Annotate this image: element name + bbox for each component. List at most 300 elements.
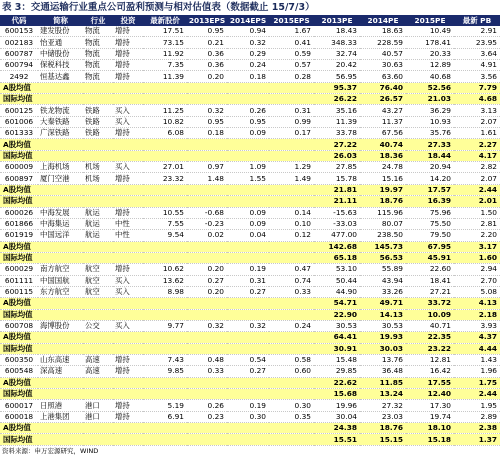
metric-value: 1.61: [480, 128, 497, 138]
average-label: 国际均值: [0, 150, 314, 161]
average-value: 76.40: [360, 82, 406, 93]
average-value: 18.36: [360, 150, 406, 161]
metric-value: 0.31: [294, 105, 311, 115]
metric-value: 7.55: [167, 219, 184, 229]
metric-value: 0.04: [249, 230, 266, 240]
rating: 增持: [115, 400, 130, 410]
metric-value: 27.01: [162, 162, 184, 172]
column-header: 最新股价: [143, 15, 187, 26]
metric-value: 0.21: [207, 37, 224, 47]
industry: 航空: [85, 264, 100, 274]
rating: 买入: [115, 105, 130, 115]
metric-value: 10.55: [162, 207, 184, 217]
metric-value: 18.43: [335, 26, 357, 36]
average-value: 2.18: [454, 309, 500, 320]
metric-value: 2.20: [480, 230, 497, 240]
table-body: [0, 26, 500, 445]
rating: 买入: [115, 275, 130, 285]
metric-value: 13.62: [162, 275, 184, 285]
metric-value: 17.30: [429, 400, 451, 410]
table-row: [0, 105, 500, 116]
metric-value: 3.64: [480, 48, 497, 58]
stock-code: 601919: [4, 230, 34, 240]
metric-value: 11.39: [335, 116, 357, 126]
average-value: 145.73: [360, 241, 406, 252]
stock-code: 601333: [4, 128, 34, 138]
column-header: 简称: [38, 15, 83, 26]
table-header-row: [0, 15, 500, 26]
metric-value: 10.82: [162, 116, 184, 126]
industry: 物流: [85, 60, 100, 70]
average-value: 15.51: [314, 434, 360, 445]
metric-value: 3.56: [480, 71, 497, 81]
metric-value: 30.53: [381, 321, 403, 331]
metric-value: -0.68: [204, 207, 224, 217]
metric-value: 1.48: [207, 173, 224, 183]
average-value: 23.22: [406, 343, 454, 354]
metric-value: 1.29: [294, 162, 311, 172]
average-value: 45.91: [406, 252, 454, 263]
stock-name: 南方航空: [40, 264, 70, 274]
average-value: 4.17: [454, 150, 500, 161]
metric-value: 0.28: [294, 71, 311, 81]
average-value: 26.22: [314, 94, 360, 105]
industry: 高速: [85, 355, 100, 365]
average-value: 19.93: [360, 332, 406, 343]
industry: 航运: [85, 219, 100, 229]
column-header: 行业: [83, 15, 113, 26]
stock-name: 东方航空: [40, 287, 70, 297]
average-value: 17.57: [406, 184, 454, 195]
metric-value: 27.32: [381, 400, 403, 410]
industry: 物流: [85, 71, 100, 81]
metric-value: 16.42: [429, 366, 451, 376]
rating: 增持: [115, 411, 130, 421]
average-row: [0, 196, 500, 207]
stock-code: 600029: [4, 264, 34, 274]
stock-code: 600009: [4, 162, 34, 172]
metric-value: 0.09: [249, 219, 266, 229]
rating: 增持: [115, 48, 130, 58]
rating: 买入: [115, 116, 130, 126]
metric-value: 0.31: [249, 275, 266, 285]
metric-value: 13.76: [381, 355, 403, 365]
metric-value: 55.89: [381, 264, 403, 274]
industry: 铁路: [85, 116, 100, 126]
table-row: [0, 275, 500, 286]
metric-value: 9.77: [167, 321, 184, 331]
metric-value: 15.78: [335, 173, 357, 183]
metric-value: 0.32: [207, 105, 224, 115]
stock-code: 601866: [4, 219, 34, 229]
stock-name: 中储股份: [40, 48, 70, 58]
metric-value: 0.19: [249, 400, 266, 410]
average-value: 49.71: [360, 298, 406, 309]
average-value: 54.71: [314, 298, 360, 309]
metric-value: 43.94: [381, 275, 403, 285]
metric-value: 0.02: [207, 230, 224, 240]
average-value: 17.55: [406, 377, 454, 388]
average-value: 4.68: [454, 94, 500, 105]
metric-value: 15.16: [381, 173, 403, 183]
metric-value: 75.50: [429, 219, 451, 229]
stock-code: 600794: [4, 60, 34, 70]
metric-value: 8.98: [167, 287, 184, 297]
metric-value: 0.41: [294, 37, 311, 47]
average-row: [0, 241, 500, 252]
metric-value: 0.09: [249, 128, 266, 138]
average-value: 3.17: [454, 241, 500, 252]
average-row: [0, 332, 500, 343]
rating: 增持: [115, 355, 130, 365]
metric-value: 115.96: [377, 207, 403, 217]
average-value: 1.37: [454, 434, 500, 445]
metric-value: 0.17: [294, 128, 311, 138]
stock-name: 中国国航: [40, 275, 70, 285]
average-value: 67.95: [406, 241, 454, 252]
metric-value: 0.30: [294, 400, 311, 410]
average-value: 26.03: [314, 150, 360, 161]
stock-code: 600708: [4, 321, 34, 331]
table-row: [0, 354, 500, 365]
average-value: 26.57: [360, 94, 406, 105]
metric-value: 1.55: [249, 173, 266, 183]
average-label: A股均值: [0, 241, 314, 252]
rating: 增持: [115, 26, 130, 36]
average-value: 22.35: [406, 332, 454, 343]
stock-name: 海博股份: [40, 321, 70, 331]
stock-name: 山东高速: [40, 355, 70, 365]
metric-value: 477.00: [331, 230, 357, 240]
stock-name: 广深铁路: [40, 128, 70, 138]
metric-value: 30.04: [335, 411, 357, 421]
average-value: 65.18: [314, 252, 360, 263]
metric-value: 1.50: [480, 207, 497, 217]
average-row: [0, 298, 500, 309]
metric-value: 79.50: [429, 230, 451, 240]
stock-code: 600787: [4, 48, 34, 58]
metric-value: 0.19: [249, 264, 266, 274]
table-title: 表 3：交通运输行业重点公司盈利预测与相对估值表（数据截止 15/7/3）: [2, 2, 315, 13]
metric-value: 10.93: [429, 116, 451, 126]
metric-value: 43.27: [381, 105, 403, 115]
average-value: 1.75: [454, 377, 500, 388]
metric-value: -15.63: [333, 207, 357, 217]
stock-code: 600897: [4, 173, 34, 183]
metric-value: 0.36: [207, 60, 224, 70]
average-row: [0, 184, 500, 195]
stock-name: 怡亚通: [40, 37, 63, 47]
stock-code: 600026: [4, 207, 34, 217]
metric-value: 9.54: [167, 230, 184, 240]
stock-name: 日照港: [40, 400, 63, 410]
table-row: [0, 173, 500, 184]
metric-value: 15.48: [335, 355, 357, 365]
average-row: [0, 94, 500, 105]
metric-value: 0.95: [207, 116, 224, 126]
average-row: [0, 389, 500, 400]
metric-value: 40.68: [429, 71, 451, 81]
metric-value: 36.48: [381, 366, 403, 376]
metric-value: 0.35: [294, 411, 311, 421]
average-row: [0, 252, 500, 263]
average-label: A股均值: [0, 332, 314, 343]
metric-value: 0.32: [207, 321, 224, 331]
average-value: 27.33: [406, 139, 454, 150]
metric-value: 0.24: [294, 321, 311, 331]
metric-value: 63.60: [381, 71, 403, 81]
metric-value: 7.35: [167, 60, 184, 70]
metric-value: 0.27: [207, 275, 224, 285]
average-value: 11.85: [360, 377, 406, 388]
metric-value: 80.07: [381, 219, 403, 229]
metric-value: 0.10: [294, 219, 311, 229]
metric-value: 18.63: [381, 26, 403, 36]
metric-value: 53.10: [335, 264, 357, 274]
metric-value: 19.96: [335, 400, 357, 410]
average-value: 64.41: [314, 332, 360, 343]
table-row: [0, 71, 500, 82]
table-row: [0, 128, 500, 139]
metric-value: -33.03: [333, 219, 357, 229]
metric-value: 27.21: [429, 287, 451, 297]
industry: 航运: [85, 230, 100, 240]
metric-value: 44.90: [335, 287, 357, 297]
metric-value: 0.48: [207, 355, 224, 365]
metric-value: 75.96: [429, 207, 451, 217]
metric-value: 9.85: [167, 366, 184, 376]
average-label: A股均值: [0, 82, 314, 93]
industry: 港口: [85, 400, 100, 410]
table-row: [0, 230, 500, 241]
column-header: 代码: [0, 15, 38, 26]
metric-value: 2.89: [480, 411, 497, 421]
metric-value: 0.20: [207, 71, 224, 81]
stock-name: 厦门空港: [40, 173, 70, 183]
metric-value: 27.85: [335, 162, 357, 172]
stock-code: 601006: [4, 116, 34, 126]
industry: 航空: [85, 275, 100, 285]
table-row: [0, 116, 500, 127]
industry: 机场: [85, 173, 100, 183]
rating: 买入: [115, 162, 130, 172]
metric-value: 1.95: [480, 400, 497, 410]
table-row: [0, 400, 500, 411]
metric-value: 1.43: [480, 355, 497, 365]
table-row: [0, 320, 500, 331]
average-row: [0, 139, 500, 150]
industry: 物流: [85, 26, 100, 36]
metric-value: 6.08: [167, 128, 184, 138]
metric-value: 2.07: [480, 116, 497, 126]
metric-value: 0.26: [249, 105, 266, 115]
rating: 买入: [115, 287, 130, 297]
stock-code: 601111: [4, 275, 34, 285]
metric-value: 29.85: [335, 366, 357, 376]
average-value: 2.27: [454, 139, 500, 150]
metric-value: 23.32: [162, 173, 184, 183]
rating: 增持: [115, 173, 130, 183]
metric-value: 3.13: [480, 105, 497, 115]
rating: 增持: [115, 366, 130, 376]
metric-value: 22.60: [429, 264, 451, 274]
metric-value: 67.56: [381, 128, 403, 138]
metric-value: 0.14: [294, 207, 311, 217]
metric-value: 30.63: [381, 60, 403, 70]
average-value: 24.38: [314, 423, 360, 434]
average-value: 4.13: [454, 298, 500, 309]
stock-code: 2492: [9, 71, 29, 81]
average-label: 国际均值: [0, 434, 314, 445]
stock-code: 600125: [4, 105, 34, 115]
column-header: 2014PE: [360, 15, 406, 26]
metric-value: 0.12: [294, 230, 311, 240]
average-value: 2.44: [454, 184, 500, 195]
rating: 增持: [115, 71, 130, 81]
stock-code: 600018: [4, 411, 34, 421]
metric-value: 5.08: [480, 287, 497, 297]
stock-code: 600153: [4, 26, 34, 36]
average-value: 22.62: [314, 377, 360, 388]
metric-value: 11.25: [162, 105, 184, 115]
metric-value: 7.43: [167, 355, 184, 365]
metric-value: 20.33: [429, 48, 451, 58]
rating: 增持: [115, 128, 130, 138]
metric-value: 10.62: [162, 264, 184, 274]
metric-value: 23.03: [381, 411, 403, 421]
average-value: 14.13: [360, 309, 406, 320]
metric-value: 33.26: [381, 287, 403, 297]
metric-value: 12.81: [429, 355, 451, 365]
average-label: 国际均值: [0, 343, 314, 354]
table-row: [0, 37, 500, 48]
average-label: 国际均值: [0, 389, 314, 400]
metric-value: 178.41: [425, 37, 451, 47]
rating: 增持: [115, 207, 130, 217]
average-value: 15.15: [360, 434, 406, 445]
metric-value: 1.09: [249, 162, 266, 172]
metric-value: 0.27: [249, 366, 266, 376]
metric-value: 0.30: [249, 411, 266, 421]
metric-value: 19.74: [429, 411, 451, 421]
table-row: [0, 366, 500, 377]
metric-value: 0.59: [294, 48, 311, 58]
industry: 港口: [85, 411, 100, 421]
metric-value: 56.95: [335, 71, 357, 81]
metric-value: 0.57: [294, 60, 311, 70]
metric-value: 228.59: [377, 37, 403, 47]
average-value: 27.22: [314, 139, 360, 150]
stock-name: 上港集团: [40, 411, 70, 421]
rating: 增持: [115, 37, 130, 47]
average-value: 15.18: [406, 434, 454, 445]
stock-name: 中海发展: [40, 207, 70, 217]
metric-value: 2.07: [480, 173, 497, 183]
metric-value: 32.74: [335, 48, 357, 58]
industry: 机场: [85, 162, 100, 172]
stock-code: 600350: [4, 355, 34, 365]
metric-value: 0.33: [294, 287, 311, 297]
table-row: [0, 48, 500, 59]
average-value: 52.56: [406, 82, 454, 93]
metric-value: 35.76: [429, 128, 451, 138]
source-note: 资料来源：申万宏源研究，WIND: [2, 447, 99, 455]
industry: 物流: [85, 37, 100, 47]
stock-name: 中海集运: [40, 219, 70, 229]
stock-name: 中国远洋: [40, 230, 70, 240]
industry: 铁路: [85, 128, 100, 138]
average-row: [0, 343, 500, 354]
metric-value: 40.71: [429, 321, 451, 331]
average-label: A股均值: [0, 184, 314, 195]
average-value: 30.91: [314, 343, 360, 354]
metric-value: 2.70: [480, 275, 497, 285]
metric-value: 0.95: [249, 116, 266, 126]
average-row: [0, 150, 500, 161]
metric-value: 0.58: [294, 355, 311, 365]
average-label: 国际均值: [0, 94, 314, 105]
industry: 航运: [85, 207, 100, 217]
metric-value: -0.23: [204, 219, 224, 229]
industry: 公交: [85, 321, 100, 331]
metric-value: 2.91: [480, 26, 497, 36]
metric-value: 12.89: [429, 60, 451, 70]
industry: 高速: [85, 366, 100, 376]
average-value: 15.68: [314, 389, 360, 400]
metric-value: 11.37: [381, 116, 403, 126]
metric-value: 23.95: [475, 37, 497, 47]
average-value: 21.81: [314, 184, 360, 195]
table-row: [0, 162, 500, 173]
rating: 中性: [115, 219, 130, 229]
column-header: 2015PE: [406, 15, 454, 26]
metric-value: 40.57: [381, 48, 403, 58]
average-label: A股均值: [0, 423, 314, 434]
average-value: 19.97: [360, 184, 406, 195]
average-value: 2.38: [454, 423, 500, 434]
valuation-table: [0, 15, 500, 446]
average-value: 30.03: [360, 343, 406, 354]
average-value: 18.76: [360, 196, 406, 207]
metric-value: 0.09: [249, 207, 266, 217]
average-value: 12.40: [406, 389, 454, 400]
stock-name: 建发股份: [40, 26, 70, 36]
average-value: 4.37: [454, 332, 500, 343]
metric-value: 0.18: [207, 128, 224, 138]
metric-value: 0.20: [207, 264, 224, 274]
average-value: 16.39: [406, 196, 454, 207]
stock-name: 铁龙物流: [40, 105, 70, 115]
average-value: 18.44: [406, 150, 454, 161]
column-header: 2013EPS: [188, 15, 226, 25]
metric-value: 0.29: [249, 48, 266, 58]
table-row: [0, 26, 500, 37]
stock-name: 大秦铁路: [40, 116, 70, 126]
metric-value: 0.23: [207, 411, 224, 421]
metric-value: 0.97: [207, 162, 224, 172]
metric-value: 0.20: [207, 287, 224, 297]
metric-value: 1.49: [294, 173, 311, 183]
metric-value: 238.50: [377, 230, 403, 240]
average-value: 56.53: [360, 252, 406, 263]
average-label: 国际均值: [0, 309, 314, 320]
column-header: 2013PE: [314, 15, 360, 26]
average-label: 国际均值: [0, 252, 314, 263]
metric-value: 0.94: [249, 26, 266, 36]
average-value: 95.37: [314, 82, 360, 93]
metric-value: 2.81: [480, 219, 497, 229]
metric-value: 14.20: [429, 173, 451, 183]
